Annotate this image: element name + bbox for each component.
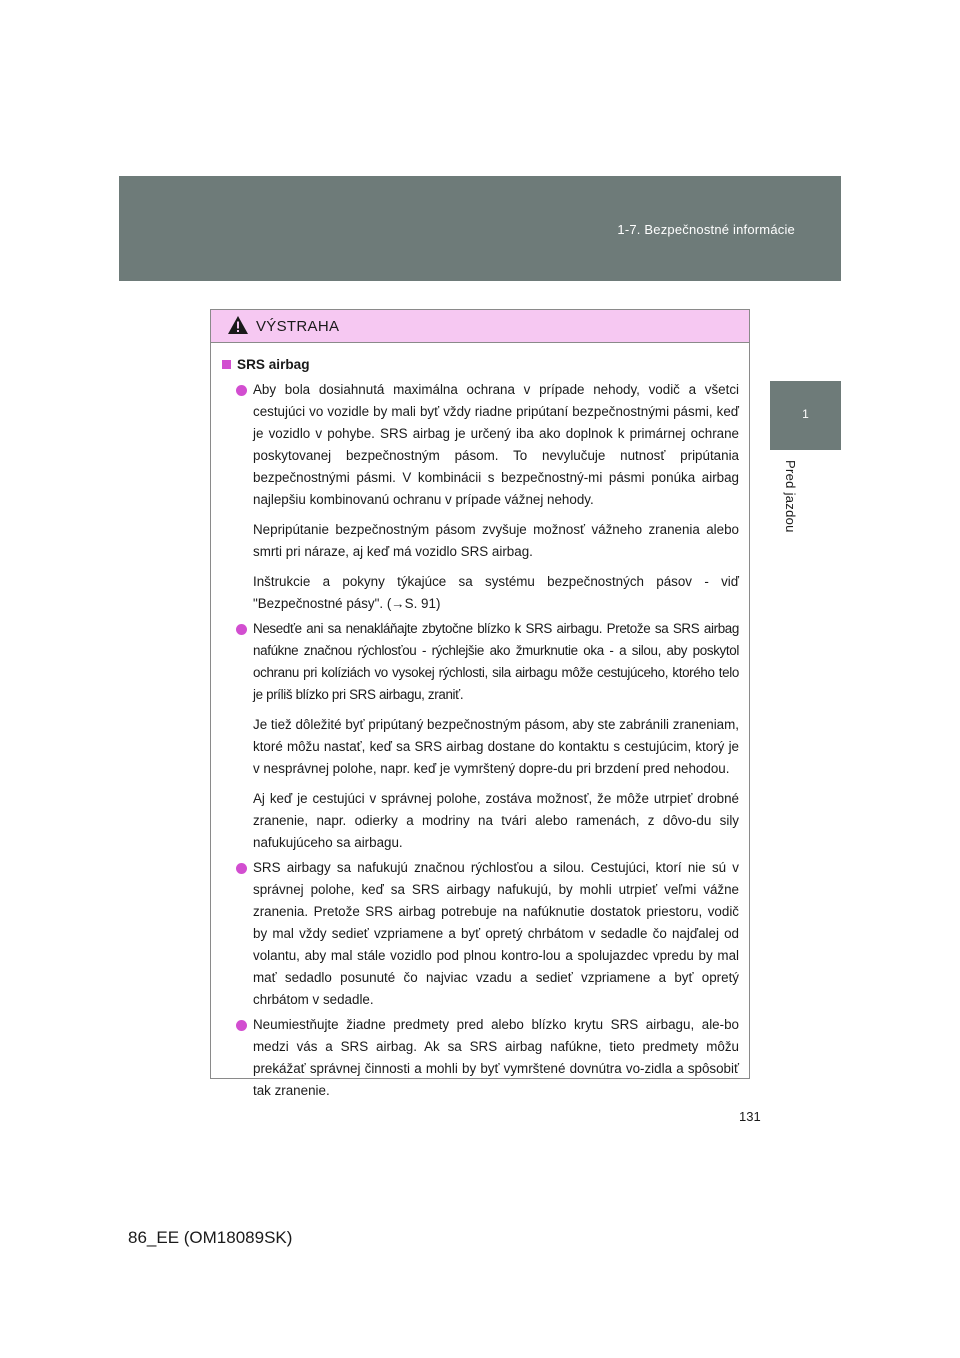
paragraph: SRS airbagy sa nafukujú značnou rýchlosťou a silou. Cestujúci, ktorí nie sú v správnej polohe, keď sa SRS airbagy nafukujú, by mohli utrpieť veľmi vážne zranenia. Pretože SRS airbag potrebuje na nafúknutie dostatok priestoru, vodič by mal vždy sedieť vzpriamene a byť opretý chrbátom v sedadle čo najďalej od volantu, aby mal stále vozidlo pod plnou kontro-lou a spolujazdec vpredu by mal mať sedadlo posunuté čo najviac vzadu a sedieť vzpriamene a byť opretý chrbátom v sedadle. — [253, 860, 739, 1007]
round-bullet-icon — [236, 385, 247, 396]
chapter-label-text: Pred jazdou — [783, 460, 798, 533]
warning-title: VÝSTRAHA — [256, 318, 340, 335]
chapter-number: 1 — [802, 407, 809, 421]
warning-body — [211, 343, 749, 1102]
warning-header — [211, 310, 749, 343]
round-bullet-icon — [236, 624, 247, 635]
paragraph: Nesedťe ani sa nenakláňajte zbytočne blízko k SRS airbagu. Pretože sa SRS airbag nafúkne značnou rýchlosťou - rýchlejšie ako žmurknutie oka - a silou, aby poskytol ochranu pri kolíziách vo vysokej rýchlosti, sila airbagu môže cestujúceho, ktorého telo je príliš blízko pri SRS airbagu, zraniť. — [253, 621, 739, 702]
section-heading-text: SRS airbag — [237, 357, 310, 372]
paragraph: Neumiestňujte žiadne predmety pred alebo blízko krytu SRS airbagu, ale-bo medzi vás a SRS airbag. Ak sa SRS airbag nafúkne, tieto predmety môžu prekážať správnej činnosti a mohli by byť vymrštené dovnútra vo-zidla a spôsobiť tak zranenie. — [253, 1017, 739, 1098]
section-title: 1-7. Bezpečnostné informácie — [617, 222, 795, 237]
round-bullet-icon — [236, 863, 247, 874]
paragraph-cont — [222, 788, 739, 854]
round-bullet-icon — [236, 1020, 247, 1031]
paragraph: Aby bola dosiahnutá maximálna ochrana v prípade nehody, vodič a všetci cestujúci vo vozidle by mali byť vždy riadne pripútaní bezpečnostnými pásmi, keď je vozidlo v pohybe. SRS airbag je určený iba ako doplnok k primárnej ochrane poskytovanej bezpečnostným pásom. To nevylučuje nutnosť pripútania bezpečnostnými pásmi. V kombinácii s bezpečnostný-mi pásmi ponúka airbag najlepšiu kombinovanú ochranu v prípade vážnej nehody. — [253, 382, 739, 507]
paragraph-cont — [222, 714, 739, 780]
chapter-label — [783, 460, 807, 550]
list-item — [222, 1014, 739, 1102]
warning-box — [210, 309, 750, 1098]
list-item — [222, 618, 739, 706]
document-code: 86_EE (OM18089SK) — [128, 1228, 293, 1247]
header-band — [119, 176, 841, 281]
paragraph-cont — [222, 519, 739, 563]
paragraph: Nepripútanie bezpečnostným pásom zvyšuje možnosť vážneho zranenia alebo smrti pri náraze, aj keď má vozidlo SRS airbag. — [253, 522, 739, 559]
warning-triangle-icon — [227, 315, 249, 335]
section-heading — [222, 354, 739, 376]
list-item — [222, 379, 739, 511]
page-number: 131 — [739, 1109, 761, 1124]
square-bullet-icon — [222, 360, 231, 369]
paragraph: Aj keď je cestujúci v správnej polohe, zostáva možnosť, že môže utrpieť drobné zranenie, napr. odierky a modriny na tvári alebo ramenách, z dôvo-du sily nafukujúceho sa airbagu. — [253, 791, 739, 850]
paragraph: Je tiež dôležité byť pripútaný bezpečnostným pásom, aby ste zabránili zraneniam, ktoré môžu nastať, keď sa SRS airbag dostane do kontaktu s cestujúcim, ktorý je v nesprávnej polohe, napr. keď je vymrštený dopre-du pri brzdení pred nehodou. — [253, 717, 739, 776]
paragraph: Inštrukcie a pokyny týkajúce sa systému bezpečnostných pásov - viď "Bezpečnostné pásy". (→S. 91) — [253, 574, 739, 611]
paragraph-cont — [222, 571, 739, 615]
chapter-tab — [770, 381, 841, 450]
list-item — [222, 857, 739, 1011]
